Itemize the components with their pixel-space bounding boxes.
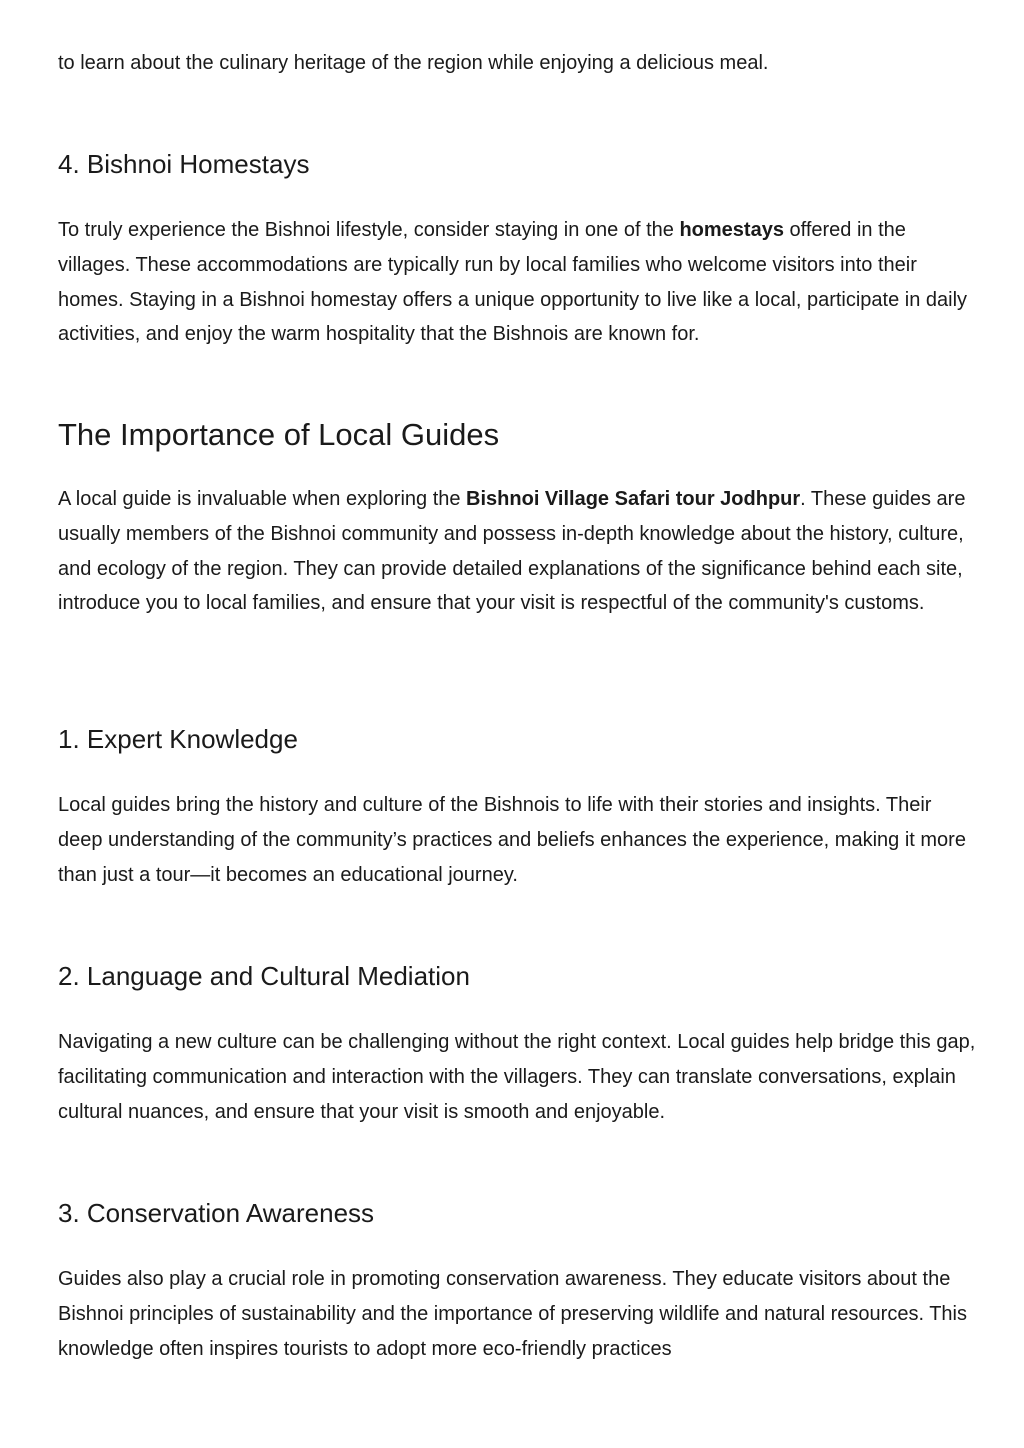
bold-term-safari-tour: Bishnoi Village Safari tour Jodhpur [466, 488, 801, 510]
paragraph-language-mediation: Navigating a new culture can be challenging without the right context. Local guides help bridge this gap, facilitating communication and interaction with the villagers. They can translate conversations, explain cultural nuances, and ensure that your visit is smooth and enjoyable. [58, 1031, 976, 1123]
paragraph-text: . These guides are usually members of the Bishnoi community and possess in-depth knowledge about the history, culture, and ecology of the region. They can provide detailed explanations of the significance behind each site, introduce you to local families, and ensure that your visit is respectful of the community's customs. [58, 488, 966, 615]
paragraph-conservation: Guides also play a crucial role in promoting conservation awareness. They educate visitors about the Bishnoi principles of sustainability and the importance of preserving wildlife and natural resources. This knowledge often inspires tourists to adopt more eco-friendly practices [58, 1268, 967, 1360]
section-heading-homestays: 4. Bishnoi Homestays [58, 149, 310, 179]
intro-paragraph: to learn about the culinary heritage of the region while enjoying a delicious meal. [58, 52, 769, 74]
section-heading-language-mediation: 2. Language and Cultural Mediation [58, 961, 470, 991]
section-heading-expert-knowledge: 1. Expert Knowledge [58, 724, 298, 754]
paragraph-text: offered in the villages. These accommodations are typically run by local families who welcome visitors into their homes. Staying in a Bishnoi homestay offers a unique opportunity to live like a local, participate in daily activities, and enjoy the warm hospitality that the Bishnois are known for. [58, 219, 968, 346]
paragraph-homestays [58, 213, 978, 352]
paragraph-local-guides [58, 482, 978, 621]
paragraph-text: To truly experience the Bishnoi lifestyle, consider staying in one of the [58, 219, 680, 241]
section-heading-local-guides: The Importance of Local Guides [58, 417, 500, 452]
paragraph-expert-knowledge: Local guides bring the history and culture of the Bishnois to life with their stories and insights. Their deep understanding of the community’s practices and beliefs enhances the experience, making it more than just a tour—it becomes an educational journey. [58, 794, 966, 886]
paragraph-text: A local guide is invaluable when exploring the [58, 488, 467, 510]
section-heading-conservation: 3. Conservation Awareness [58, 1198, 375, 1228]
bold-term-homestays: homestays [679, 219, 784, 241]
